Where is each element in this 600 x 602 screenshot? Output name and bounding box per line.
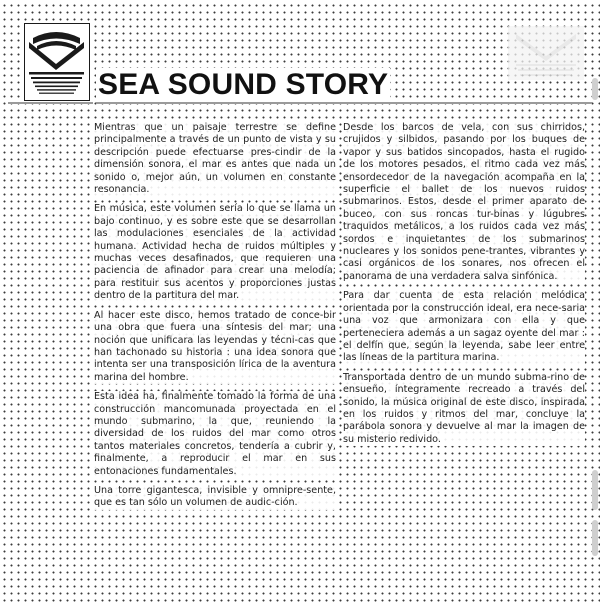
scan-edge-mark <box>592 520 598 556</box>
scan-edge-mark <box>592 470 598 510</box>
text-column-left <box>94 122 336 517</box>
paragraph: En música, este volumen sería lo que se llama un bajo continuo, y es sobre este que se desarrollan las modulaciones esenciales de la actividad humana. Actividad hecha de ruidos múltiples y muchas veces desafinados, que requieren una paciencia de afinador para crear una melodía; para restituir sus acentos y proporciones justas dentro de la partitura del mar. <box>94 203 336 302</box>
page-title: SEA SOUND STORY <box>98 68 389 101</box>
paragraph: Esta idea ha, finalmente tomado la forma de una construcción mancomunada proyectada en el mundo submarino, la que, reuniendo la diversidad de los ruidos del mar como otros tantos materiales concretos, tendería a cubrir y, finalmente, a reproducir el mar en sus entonaciones fundamentales. <box>94 391 336 477</box>
faded-wave-emblem-icon <box>508 26 584 80</box>
text-column-right <box>343 122 585 453</box>
paragraph: Una torre gigantesca, invisible y omnipre-sente, que es tan sólo un volumen de audic-ción. <box>94 484 336 509</box>
title-underline-right <box>96 102 592 104</box>
title-underline-left <box>8 102 93 104</box>
scan-edge-mark <box>592 78 598 100</box>
paragraph: Al hacer este disco, hemos tratado de conce-bir una obra que fuera una síntesis del mar; una noción que unificara las leyendas y técni-cas que han tachonado su historia : una idea sonora que intenta ser una transposición lírica de la aventura marina del hombre. <box>94 309 336 383</box>
paragraph: Mientras que un paisaje terrestre se define principalmente a través de un punto de vista y su descripción puede efectuarse pres-cindir de la dimensión sonora, el mar es antes que nada un sonido o, mejor aún, un volumen en constante resonancia. <box>94 122 336 196</box>
wave-sun-emblem-icon <box>24 23 90 101</box>
paragraph: Para dar cuenta de esta relación melódica orientada por la construcción ideal, era nece-saria una voz que armonizara con ella y que perteneciera además a un sagaz oyente del mar : el delfín que, según la leyenda, sabe leer entre las líneas de la partitura marina. <box>343 290 585 364</box>
paragraph: Transportada dentro de un mundo subma-rino de ensueño, íntegramente recreado a través del sonido, la música original de este disco, inspirada en los ruidos y ritmos del mar, concluye la parábola sonora y devuelve al mar la imagen de su misterio redivido. <box>343 371 585 445</box>
paragraph: Desde los barcos de vela, con sus chirridos, crujidos y silbidos, pasando por los buques de vapor y sus batidos sincopados, hasta el rugido de los motores pesados, el ritmo cada vez más ensordecedor de la navegación acompaña en la superficie el ballet de los nuevos ruidos submarinos. Estos, desde el primer aparato de buceo, con sus roncas tur-binas y lúgubres traquidos metálicos, a los ruidos cada vez más sordos e inquietantes de los submarinos nucleares y los sonidos pene-trantes, vibrantes y casi orgánicos de los sonares, nos ofrecen el panorama de una verdadera salva sinfónica. <box>343 122 585 282</box>
